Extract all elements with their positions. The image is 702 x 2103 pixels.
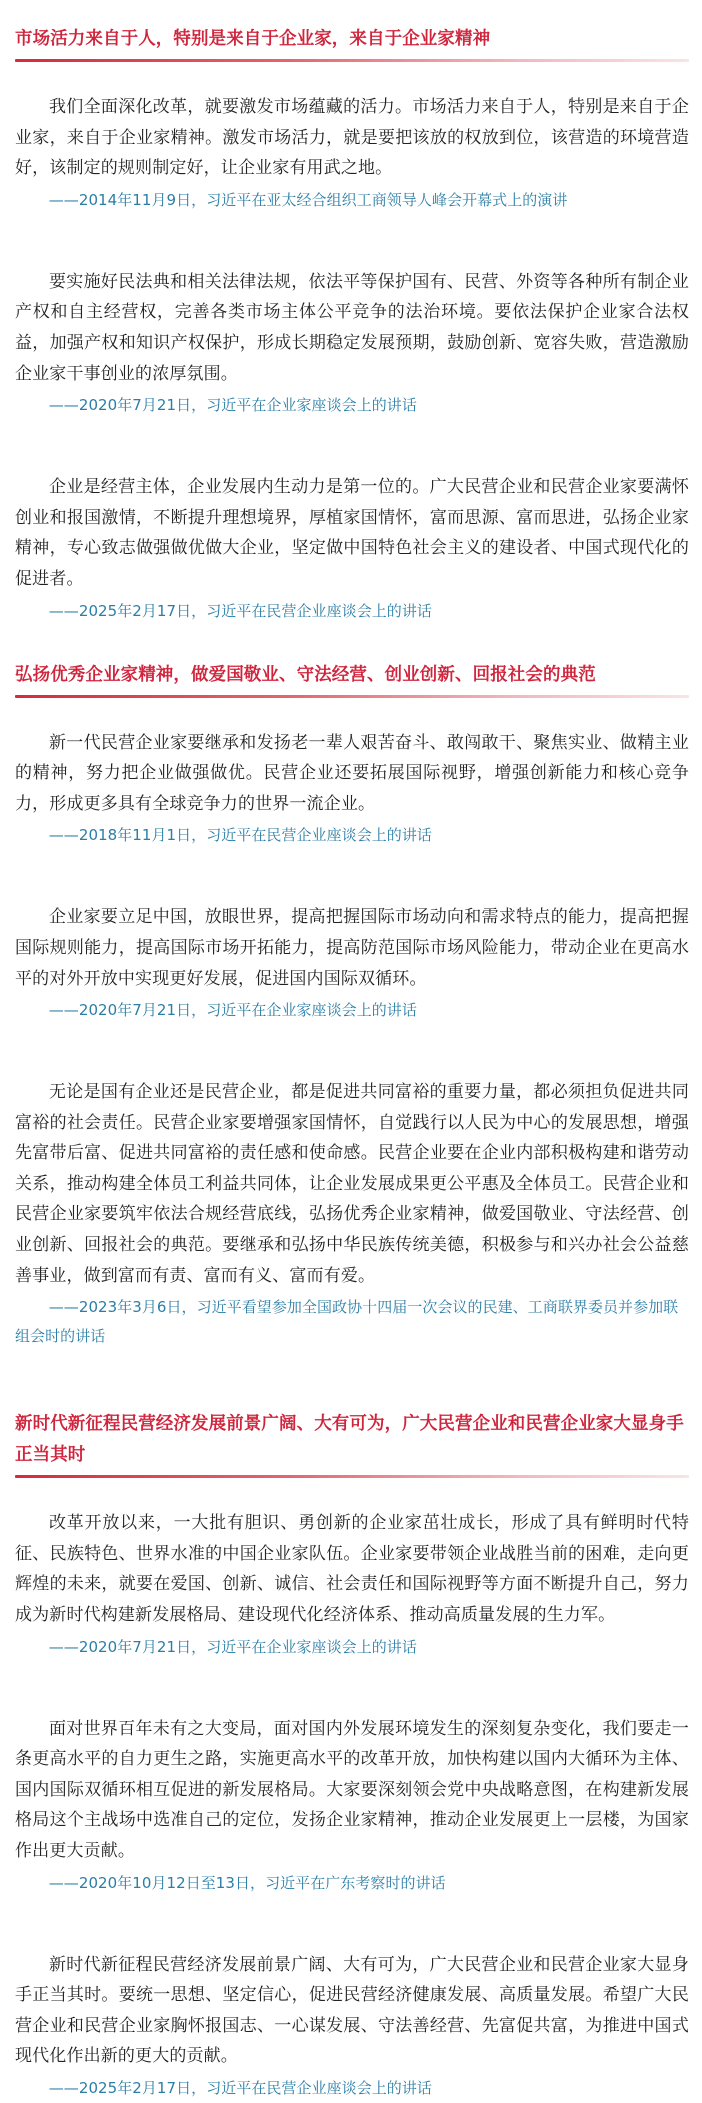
quote-source-citation: ——2020年7月21日，习近平在企业家座谈会上的讲话 — [48, 1001, 417, 1020]
quote-text: 我们全面深化改革，就要激发市场蕴藏的活力。市场活力来自于人，特别是来自于企业家，来自于企业家精神。激发市场活力，就是要把该放的权放到位，该营造的环境营造好，该制定的规则制定好，让企业家有用武之地。 — [15, 97, 689, 179]
quote-block — [15, 1714, 689, 1898]
quote-text: 新一代民营企业家要继承和发扬老一辈人艰苦奋斗、敢闯敢干、聚焦实业、做精主业的精神，努力把企业做强做优。民营企业还要拓展国际视野，增强创新能力和核心竞争力，形成更多具有全球竞争力的世界一流企业。 — [15, 732, 689, 814]
quote-block — [15, 92, 689, 215]
quote-source-citation: ——2025年2月17日，习近平在民营企业座谈会上的讲话 — [48, 601, 432, 620]
quote-block — [15, 728, 689, 851]
article-body — [15, 0, 689, 2103]
quote-block — [15, 472, 689, 625]
quote-text: 企业是经营主体，企业发展内生动力是第一位的。广大民营企业和民营企业家要满怀创业和报国激情，不断提升理想境界，厚植家国情怀，富而思源、富而思进，弘扬企业家精神，专心致志做强做优做大企业，坚定做中国特色社会主义的建设者、中国式现代化的促进者。 — [15, 477, 689, 589]
quote-source-citation: ——2020年7月21日，习近平在企业家座谈会上的讲话 — [48, 396, 417, 415]
section-heading: 新时代新征程民营经济发展前景广阔、大有可为，广大民营企业和民营企业家大显身手正当其时 — [15, 1414, 684, 1466]
section-private-economy-prospects — [15, 1385, 689, 2103]
quote-source-citation: ——2025年2月17日，习近平在民营企业座谈会上的讲话 — [48, 2078, 432, 2097]
quote-block — [15, 902, 689, 1025]
quote-text: 无论是国有企业还是民营企业，都是促进共同富裕的重要力量，都必须担负促进共同富裕的社会责任。民营企业家要增强家国情怀，自觉践行以人民为中心的发展思想，增强先富带后富、促进共同富裕的责任感和使命感。民营企业要在企业内部积极构建和谐劳动关系，推动构建全体员工利益共同体，让企业发展成果更公平惠及全体员工。民营企业和民营企业家要筑牢依法合规经营底线，弘扬优秀企业家精神，做爱国敬业、守法经营、创业创新、回报社会的典范。要继承和弘扬中华民族传统美德，积极参与和兴办社会公益慈善事业，做到富而有责、富而有义、富而有爱。 — [15, 1082, 689, 1286]
quote-text: 面对世界百年未有之大变局，面对国内外发展环境发生的深刻复杂变化，我们要走一条更高水平的自力更生之路，实施更高水平的改革开放，加快构建以国内大循环为主体、国内国际双循环相互促进的新发展格局。大家要深刻领会党中央战略意图，在构建新发展格局这个主战场中选准自己的定位，发扬企业家精神，推动企业发展更上一层楼，为国家作出更大贡献。 — [15, 1718, 689, 1861]
quote-text: 要实施好民法典和相关法律法规，依法平等保护国有、民营、外资等各种所有制企业产权和自主经营权，完善各类市场主体公平竞争的法治环境。要依法保护企业家合法权益，加强产权和知识产权保护，形成长期稳定发展预期，鼓励创新、宽容失败，营造激励企业家干事创业的浓厚氛围。 — [15, 271, 689, 384]
quote-block — [15, 267, 689, 420]
section-entrepreneur-vitality — [15, 0, 689, 626]
section-excellent-entrepreneurship — [15, 636, 689, 1352]
heading-underline-divider — [15, 1475, 689, 1478]
quote-source-citation: ——2020年7月21日，习近平在企业家座谈会上的讲话 — [48, 1637, 417, 1656]
quote-source-citation: ——2014年11月9日，习近平在亚太经合组织工商领导人峰会开幕式上的演讲 — [48, 190, 568, 209]
quote-source-citation: ——2018年11月1日，习近平在民营企业座谈会上的讲话 — [48, 826, 432, 845]
quote-text: 企业家要立足中国，放眼世界，提高把握国际市场动向和需求特点的能力，提高把握国际规则能力，提高国际市场开拓能力，提高防范国际市场风险能力，带动企业在更高水平的对外开放中实现更好发展，促进国内国际双循环。 — [15, 907, 689, 989]
quote-block — [15, 1508, 689, 1661]
section-heading: 市场活力来自于人，特别是来自于企业家，来自于企业家精神 — [15, 29, 491, 49]
quote-block — [15, 1950, 689, 2103]
quote-source-citation: ——2023年3月6日，习近平看望参加全国政协十四届一次会议的民建、工商联界委员并参加联组会时的讲话 — [15, 1298, 679, 1346]
quote-block — [15, 1077, 689, 1351]
heading-underline-divider — [15, 695, 689, 698]
section-heading: 弘扬优秀企业家精神，做爱国敬业、守法经营、创业创新、回报社会的典范 — [15, 664, 596, 685]
quote-source-citation: ——2020年10月12日至13日，习近平在广东考察时的讲话 — [48, 1873, 446, 1892]
heading-underline-divider — [15, 59, 689, 62]
quote-text: 改革开放以来，一大批有胆识、勇创新的企业家茁壮成长，形成了具有鲜明时代特征、民族特色、世界水准的中国企业家队伍。企业家要带领企业战胜当前的困难，走向更辉煌的未来，就要在爱国、创新、诚信、社会责任和国际视野等方面不断提升自己，努力成为新时代构建新发展格局、建设现代化经济体系、推动高质量发展的生力军。 — [15, 1513, 689, 1626]
quote-text: 新时代新征程民营经济发展前景广阔、大有可为，广大民营企业和民营企业家大显身手正当其时。要统一思想、坚定信心，促进民营经济健康发展、高质量发展。希望广大民营企业和民营企业家胸怀报国志、一心谋发展、守法善经营、先富促共富，为推进中国式现代化作出新的更大的贡献。 — [15, 1954, 689, 2067]
